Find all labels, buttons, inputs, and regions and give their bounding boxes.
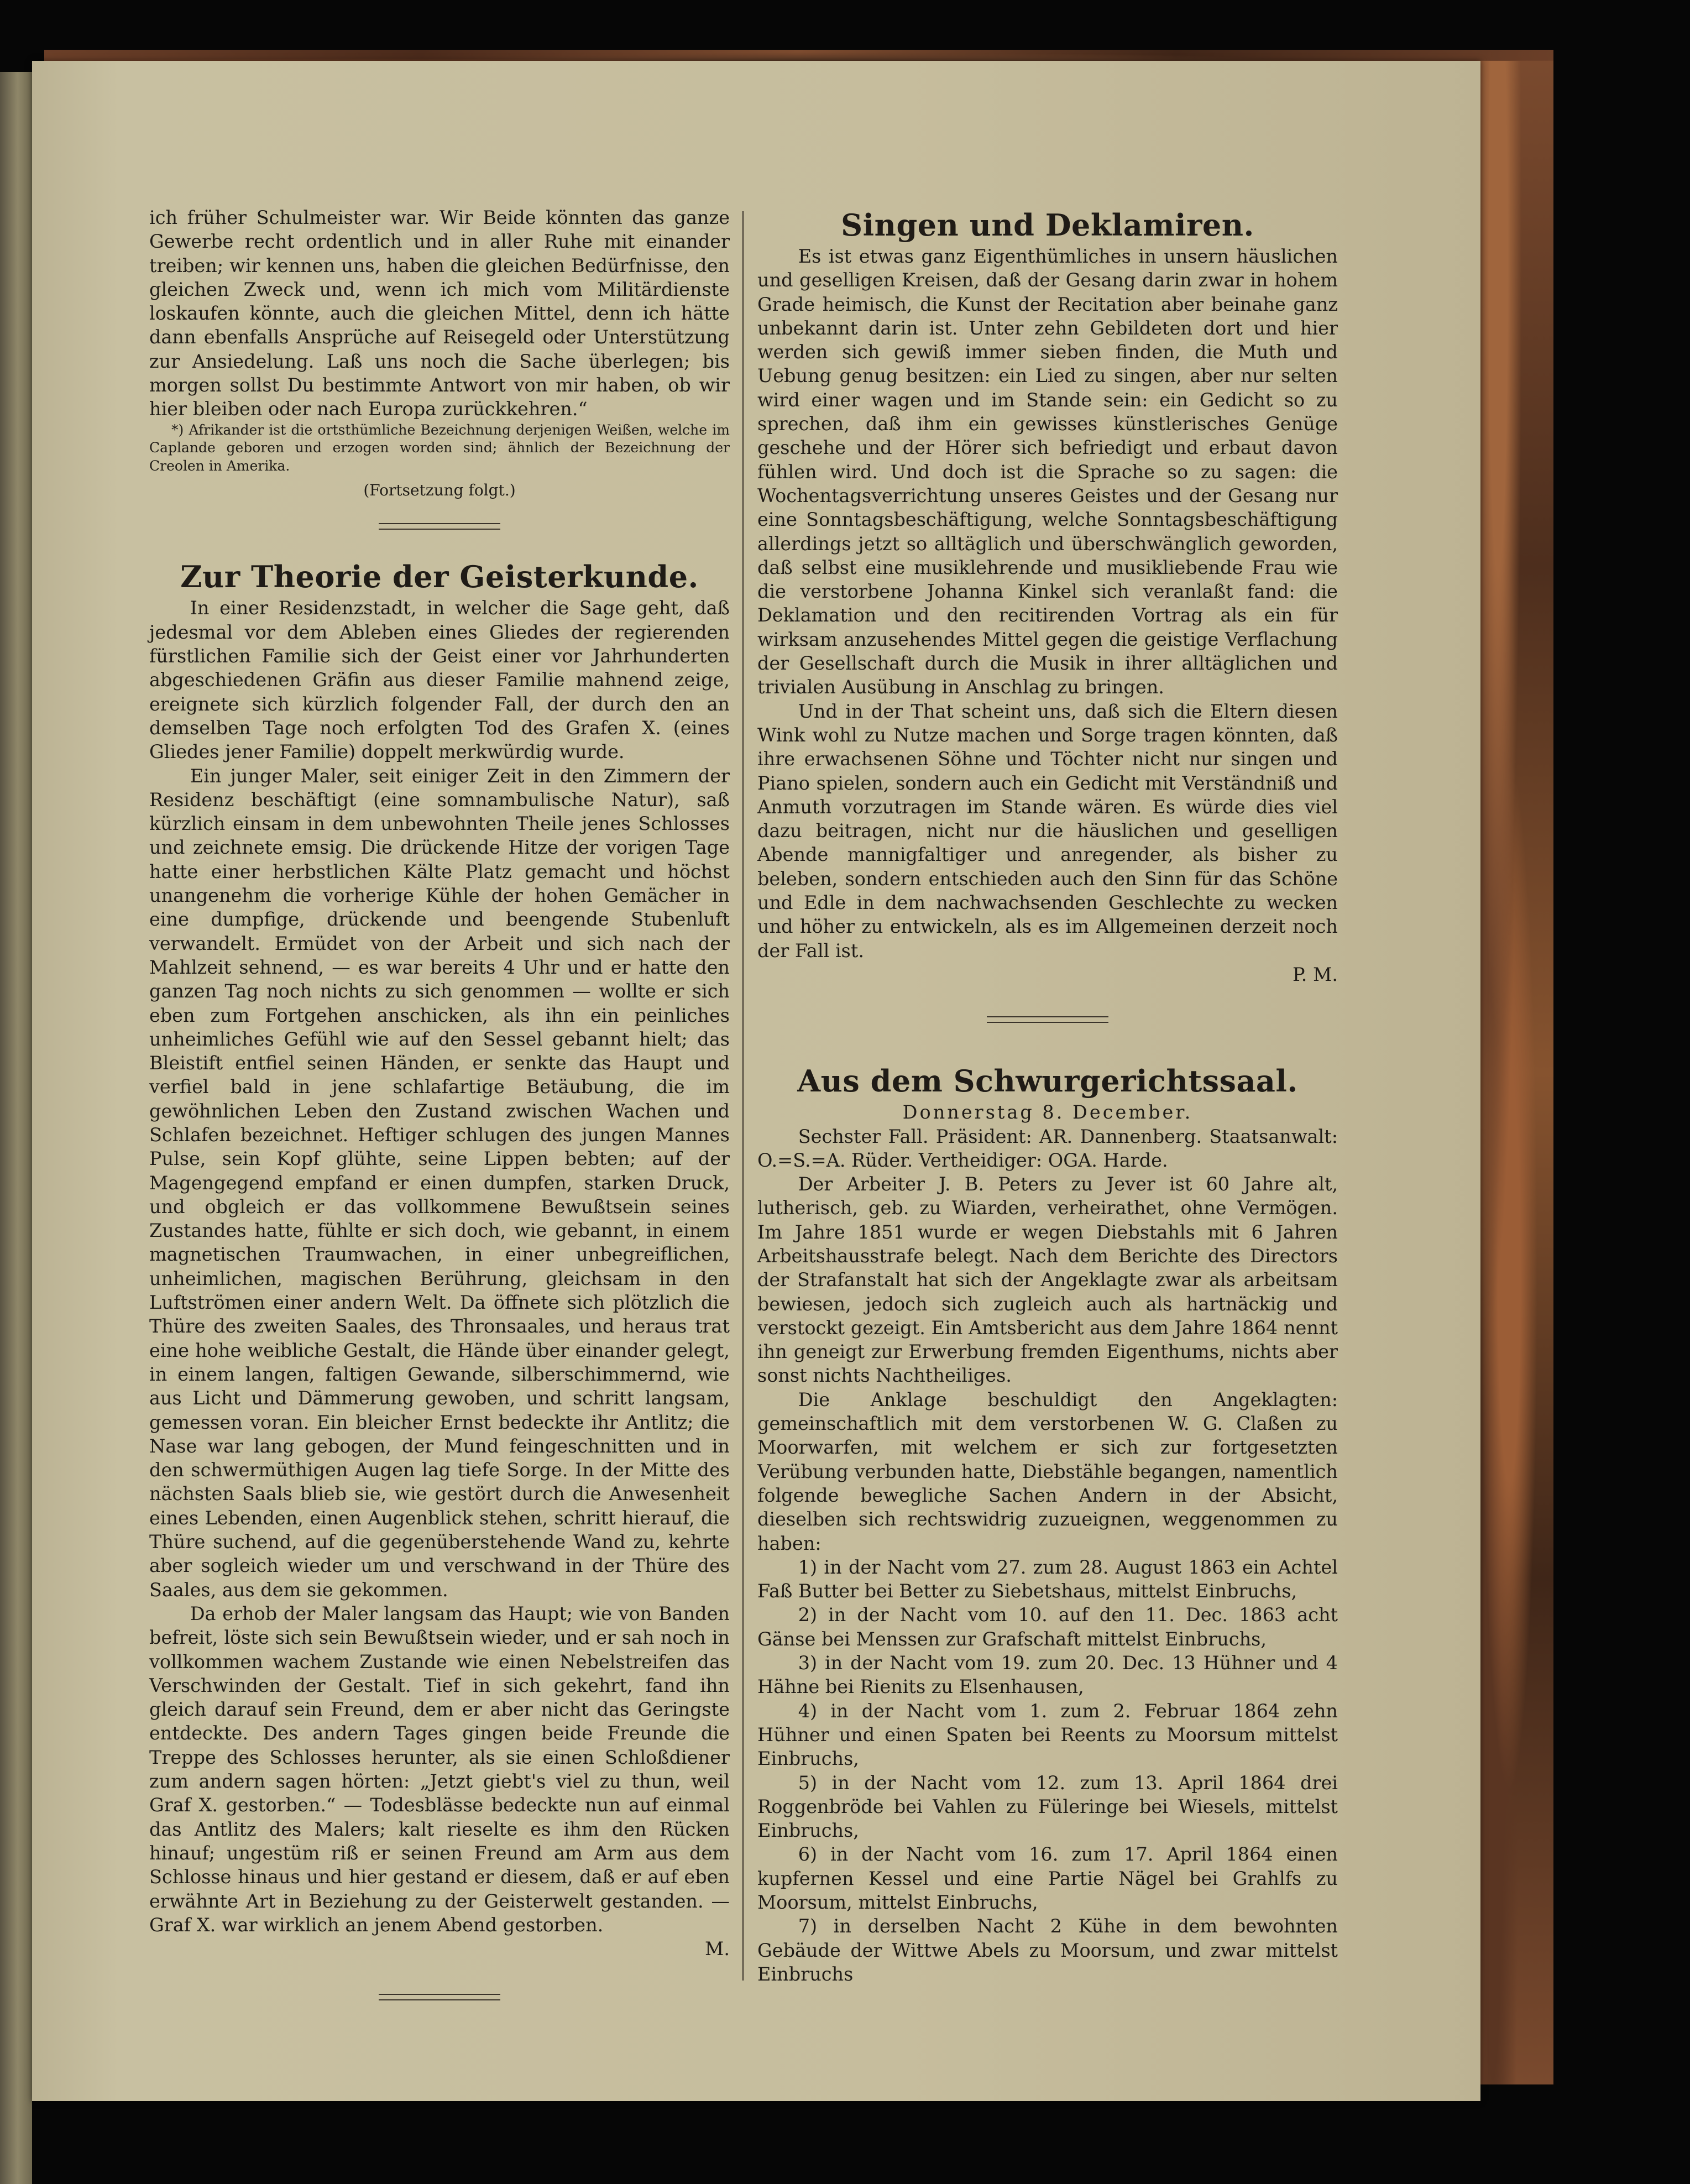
charge-item: 4) in der Nacht vom 1. zum 2. Februar 1864 zehn Hühner und einen Spaten bei Reents zu Moorsum mittelst Einbruchs, xyxy=(757,1700,1338,1770)
charge-item: 2) in der Nacht vom 10. auf den 11. Dec. 1863 acht Gänse bei Menssen zur Grafschaft mittelst Einbruchs, xyxy=(757,1604,1338,1650)
charge-item: 6) in der Nacht vom 16. zum 17. April 1864 einen kupfernen Kessel und eine Partie Nägel bei Grahlfs zu Moorsum, mittelst Einbruchs, xyxy=(757,1843,1338,1913)
session-date: Donnerstag 8. December. xyxy=(902,1101,1193,1124)
book-gutter-edge xyxy=(0,72,32,2184)
author-signature: P. M. xyxy=(1293,963,1338,985)
charge-item: 1) in der Nacht vom 27. zum 28. August 1863 ein Achtel Faß Butter bei Better zu Siebetshaus, mittelst Einbruchs, xyxy=(757,1556,1338,1602)
left-column xyxy=(149,206,730,2000)
article-paragraph: Es ist etwas ganz Eigenthümliches in unsern häuslichen und geselligen Kreisen, daß der Gesang darin zwar in hohem Grade heimisch, die Kunst der Recitation aber beinahe ganz unbekannt darin ist. Unter zehn Gebildeten dort und hier werden sich gewiß immer sieben finden, die Muth und Uebung genug besitzen: ein Lied zu singen, aber nur selten wird einer wagen und im Stande sein: ein Gedicht so zu sprechen, daß ihm ein gewisses künstlerisches Genüge geschehe und der Hörer sich befriedigt und erbaut davon fühlen wird. Und doch ist die Sprache so zu sagen: die Wochentagsverrichtung unseres Geistes und der Gesang nur eine Sonntagsbeschäftigung, welche Sonntagsbeschäftigung allerdings jetzt so alltäglich und überschwänglich geworden, daß selbst eine musiklehrende und musikliebende Frau wie die verstorbene Johanna Kinkel sich veranlaßt fand: die Deklamation und den recitirenden Vortrag als ein für wirksam anzusehendes Mittel gegen die geistige Verflachung der Gesellschaft durch die Musik in ihrer alltäglichen und trivialen Ausübung in Anschlag zu bringen. xyxy=(757,245,1338,698)
article-title-singen: Singen und Deklamiren. xyxy=(841,207,1254,243)
article-paragraph: Ein junger Maler, seit einiger Zeit in den Zimmern der Residenz beschäftigt (eine somnambulische Natur), saß kürzlich einsam in dem unbewohnten Theile jenes Schlosses und zeichnete emsig. Die drückende Hitze der vorigen Tage hatte einer herbstlichen Kälte Platz gemacht und höchst unangenehm die vorherige Kühle der hohen Gemächer in eine dumpfige, drückende und beengende Stubenluft verwandelt. Ermüdet von der Arbeit und sich nach der Mahlzeit sehnend, — es war bereits 4 Uhr und er hatte den ganzen Tag noch nichts zu sich genommen — wollte er sich eben zum Fortgehen anschicken, als ihn ein peinliches unheimliches Gefühl wie auf den Sessel gebannt hielt; das Bleistift entfiel seinen Händen, er senkte das Haupt und verfiel bald in jene schlafartige Betäubung, die im gewöhnlichen Leben den Zustand zwischen Wachen und Schlafen bezeichnet. Heftiger schlugen des jungen Mannes Pulse, sein Kopf glühte, seine Lippen bebten; auf der Magengegend empfand er einen dumpfen, starken Druck, und obgleich er das vollkommene Bewußtsein seines Zustandes hatte, fühlte er sich doch, wie gebannt, in einem magnetischen Traumwachen, in einer unbegreiflichen, unheimlichen, magischen Berührung, gleichsam in den Luftströmen einer andern Welt. Da öffnete sich plötzlich die Thüre des zweiten Saales, des Thronsaales, und heraus trat eine hohe weibliche Gestalt, die Hände über einander gelegt, in einem langen, faltigen Gewande, silberschimmernd, wie aus Licht und Dämmerung gewoben, und schritt langsam, gemessen voran. Ein bleicher Ernst bedeckte ihr Antlitz; die Nase war lang gebogen, der Mund feingeschnitten und in den schwermüthigen Augen lag tiefe Sorge. In der Mitte des nächsten Saals blieb sie, wie gestört durch die Anwesenheit eines Lebenden, einen Augenblick stehen, schritt hierauf, die Thüre suchend, auf die gegenüberstehende Wand zu, kehrte aber sogleich wieder um und verschwand in der Thüre des Saales, aus dem sie gekommen. xyxy=(149,765,730,1601)
article-paragraph: Und in der That scheint uns, daß sich die Eltern diesen Wink wohl zu Nutze machen und Sorge tragen könnten, daß ihre erwachsenen Söhne und Töchter nicht nur singen und Piano spielen, sondern auch ein Gedicht mit Verständniß und Anmuth vorzutragen im Stande wären. Es würde dies viel dazu beitragen, nicht nur die häuslichen und geselligen Abende mannigfaltiger und anregender, als bisher zu beleben, sondern entschieden auch den Sinn für das Schöne und Edle in dem nachwachsenden Geschlechte zu wecken und höher zu entwickeln, als es im Allgemeinen derzeit noch der Fall ist. xyxy=(757,700,1338,962)
charge-item: 7) in derselben Nacht 2 Kühe in dem bewohnten Gebäude der Wittwe Abels zu Moorsum, und zwar mittelst Einbruchs xyxy=(757,1915,1338,1985)
article-title-geisterkunde: Zur Theorie der Geisterkunde. xyxy=(180,559,699,595)
column-rule xyxy=(742,211,744,1981)
ornamental-divider xyxy=(379,1994,500,2000)
right-column xyxy=(757,206,1338,1986)
article-paragraph: Der Arbeiter J. B. Peters zu Jever ist 60 Jahre alt, lutherisch, geb. zu Wiarden, verheirathet, ohne Vermögen. Im Jahre 1851 wurde er wegen Diebstahls mit 6 Jahren Arbeitshausstrafe belegt. Nach dem Berichte des Directors der Strafanstalt hat sich der Angeklagte zwar als arbeitsam bewiesen, jedoch sich zugleich auch als hartnäckig und verstockt gezeigt. Ein Amtsbericht aus dem Jahre 1864 nennt ihn geneigt zur Erwerbung fremden Eigenthums, nichts aber sonst nichts Nachtheiliges. xyxy=(757,1173,1338,1387)
ornamental-divider xyxy=(379,523,500,530)
story-continuation-paragraph: ich früher Schulmeister war. Wir Beide könnten das ganze Gewerbe recht ordentlich und in aller Ruhe mit einander treiben; wir kennen uns, haben die gleichen Bedürfnisse, den gleichen Zweck und, wenn ich mich vom Militärdienste loskaufen könnte, auch die gleichen Mittel, denn ich hätte dann ebenfalls Ansprüche auf Reisegeld oder Unterstützung zur Ansiedelung. Laß uns noch die Sache überlegen; bis morgen sollst Du bestimmte Antwort von mir haben, ob wir hier bleiben oder nach Europa zurückkehren.“ xyxy=(149,207,730,420)
charge-item: 5) in der Nacht vom 12. zum 13. April 1864 drei Roggenbröde bei Vahlen zu Füleringe bei Wiesels, mittelst Einbruchs, xyxy=(757,1772,1338,1842)
continuation-notice: (Fortsetzung folgt.) xyxy=(363,481,516,500)
article-paragraph: Die Anklage beschuldigt den Angeklagten: gemeinschaftlich mit dem verstorbenen W. G. Claßen zu Moorwarfen, mit welchem er sich zur fortgesetzten Verübung verbunden hatte, Diebstähle begangen, namentlich folgende bewegliche Sachen Andern in der Absicht, dieselben sich rechtswidrig zuzueignen, weggenommen zu haben: xyxy=(757,1388,1338,1554)
footnote: *) Afrikander ist die ortsthümliche Bezeichnung derjenigen Weißen, welche im Caplande geboren und erzogen worden sind; ähnlich der Bezeichnung der Creolen in Amerika. xyxy=(149,421,730,474)
ornamental-divider xyxy=(987,1016,1108,1023)
charge-item: 3) in der Nacht vom 19. zum 20. Dec. 13 Hühner und 4 Hähne bei Rienits zu Elsenhausen, xyxy=(757,1652,1338,1698)
newspaper-page xyxy=(32,61,1480,2101)
article-paragraph: Sechster Fall. Präsident: AR. Dannenberg. Staatsanwalt: O.=S.=A. Rüder. Vertheidiger: OGA. Harde. xyxy=(757,1125,1338,1171)
article-paragraph: In einer Residenzstadt, in welcher die Sage geht, daß jedesmal vor dem Ableben eines Gliedes der regierenden fürstlichen Familie sich der Geist einer vor Jahrhunderten abgeschiedenen Gräfin aus dieser Familie mahnend zeige, ereignete sich kürzlich folgender Fall, der durch den an demselben Tage noch erfolgten Tod des Grafen X. (eines Gliedes jener Familie) doppelt merkwürdig wurde. xyxy=(149,597,730,763)
article-title-schwurgericht: Aus dem Schwurgerichtssaal. xyxy=(797,1063,1298,1099)
author-signature: M. xyxy=(705,1938,730,1960)
article-paragraph: Da erhob der Maler langsam das Haupt; wie von Banden befreit, löste sich sein Bewußtsein wieder, und er sah noch in vollkommen wachem Zustande wie einen Nebelstreifen das Verschwinden der Gestalt. Tief in sich gekehrt, fand ihn gleich darauf sein Freund, dem er aber nicht das Geringste entdeckte. Des andern Tages gingen beide Freunde die Treppe des Schlosses herunter, als sie einen Schloßdiener zum andern sagen hörten: „Jetzt giebt's viel zu thun, weil Graf X. gestorben.“ — Todesblässe bedeckte nun auf einmal das Antlitz des Malers; kalt rieselte es ihm den Rücken hinauf; ungestüm riß er seinen Freund am Arm aus dem Schlosse hinaus und hier gestand er diesem, daß er auf eben erwähnte Art in Beziehung zu der Geisterwelt gestanden. — Graf X. war wirklich an jenem Abend gestorben. xyxy=(149,1602,730,1936)
